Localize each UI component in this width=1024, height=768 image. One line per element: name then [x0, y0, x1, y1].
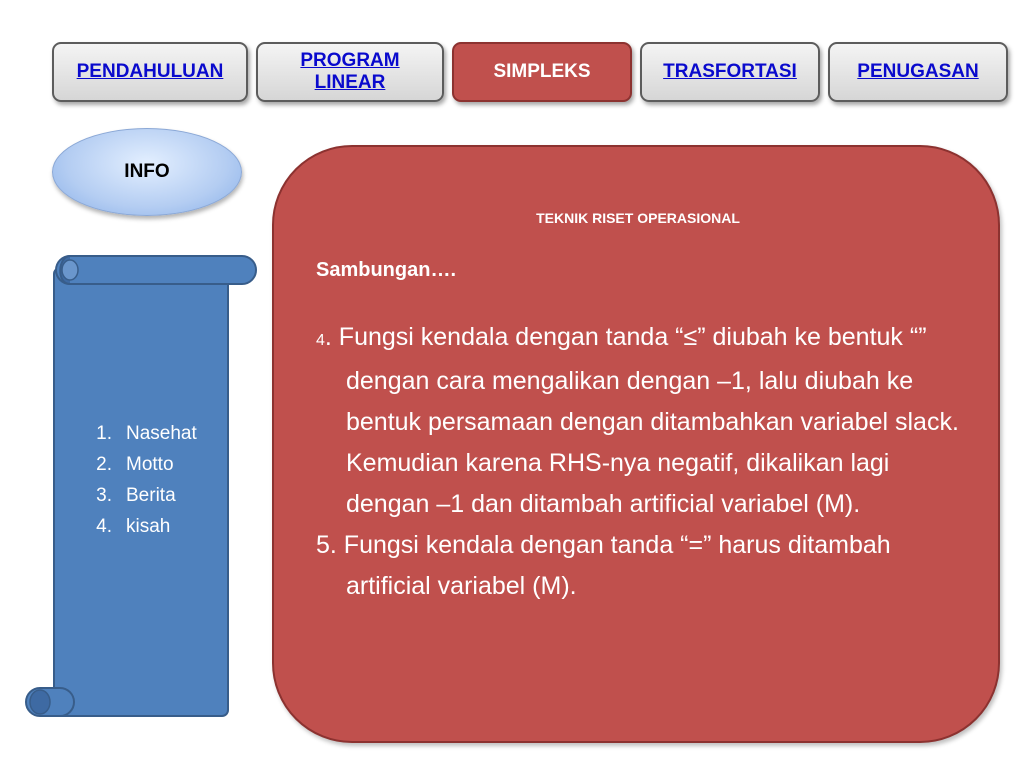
nav-button-trasfortasi[interactable] [640, 42, 820, 102]
list-label: Motto [126, 454, 174, 475]
panel-title: TEKNIK RISET OPERASIONAL [536, 210, 740, 226]
list-item [62, 418, 222, 449]
list-number: 2. [96, 454, 112, 475]
list-item [62, 480, 222, 511]
paragraph [316, 317, 966, 525]
paragraph-text: . Fungsi kendala dengan tanda “=” harus ditambah artificial variabel (M). [329, 531, 891, 600]
nav-button-penugasan[interactable] [828, 42, 1008, 102]
nav-button-program-linear[interactable] [256, 42, 444, 102]
nav-button-simpleks[interactable] [452, 42, 632, 102]
list-item [62, 511, 222, 542]
scroll-banner [22, 252, 262, 722]
info-button[interactable] [52, 128, 242, 216]
scroll-list [62, 418, 222, 542]
list-label: Nasehat [126, 423, 197, 444]
info-label: INFO [124, 161, 170, 182]
list-label: Berita [126, 485, 176, 506]
paragraph-number: 5 [316, 531, 330, 559]
list-item [62, 449, 222, 480]
content-panel [272, 145, 1000, 743]
list-number: 4. [96, 516, 112, 537]
nav-button-pendahuluan[interactable] [52, 42, 248, 102]
list-label: kisah [126, 516, 171, 537]
panel-body [316, 317, 966, 607]
nav-label: PENUGASAN [857, 61, 979, 82]
paragraph [316, 525, 966, 607]
nav-label [300, 50, 399, 94]
nav-label: TRASFORTASI [663, 61, 797, 82]
panel-subtitle: Sambungan…. [316, 259, 457, 281]
list-number: 3. [96, 485, 112, 506]
nav-label-line1: PROGRAM [300, 50, 400, 71]
list-number: 1. [96, 423, 112, 444]
paragraph-text: . Fungsi kendala dengan tanda “≤” diubah ke bentuk “” dengan cara mengalikan dengan –1, lalu diubah ke bentuk persamaan dengan ditambahkan variabel slack. Kemudian karena RHS-nya negatif, dikalikan lagi dengan –1 dan ditambah artificial variabel (M). [324, 323, 959, 518]
nav-label-line2: LINEAR [314, 72, 386, 93]
paragraph-number: 4 [316, 332, 325, 349]
nav-label: PENDAHULUAN [76, 61, 224, 82]
nav-label: SIMPLEKS [493, 61, 591, 82]
